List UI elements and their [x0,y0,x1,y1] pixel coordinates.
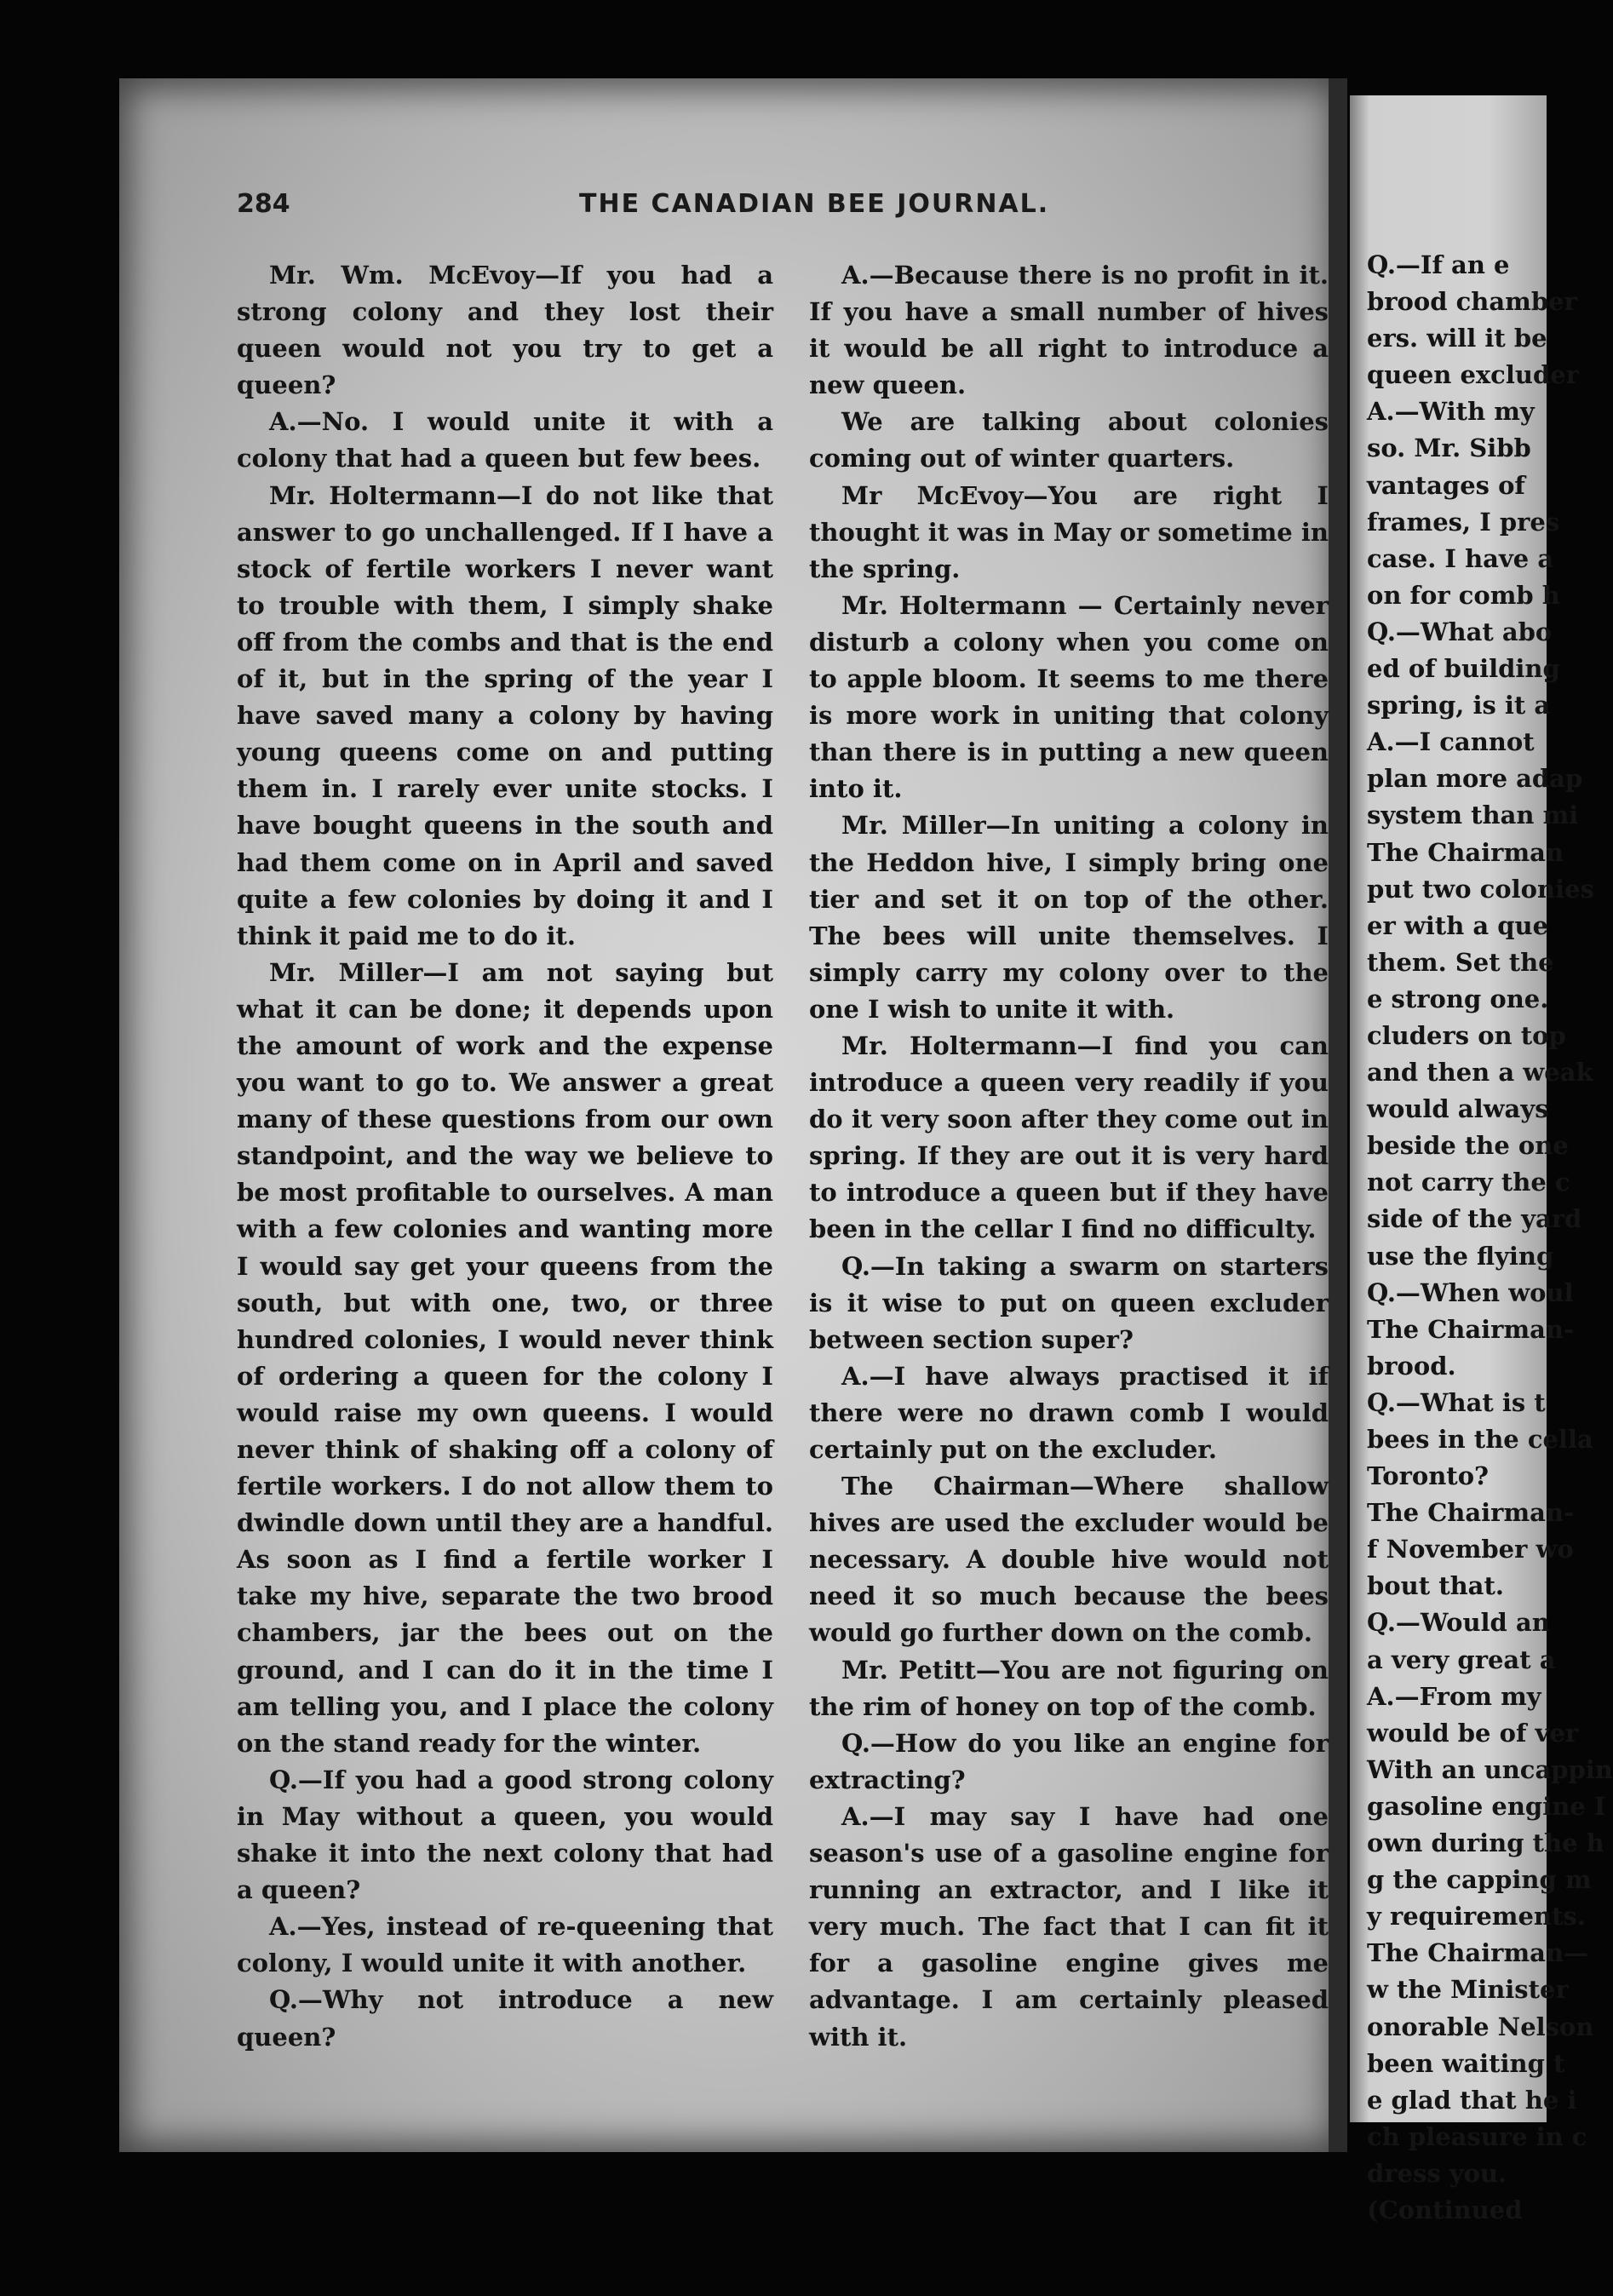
fragment-line: brood. [1367,1351,1456,1380]
paragraph: Mr. Miller—In uniting a colony in the Heddon hive, I simply bring one tier and set it on top of the other. The bees will unite themselves. I simply carry my colony over to the one I wish to unite it with. [809,811,1329,1024]
paragraph: Mr. Petitt—You are not figuring on the rim of honey on top of the comb. [809,1655,1329,1721]
fragment-line: y requirements. [1367,1902,1586,1932]
fragment-line: Q.—When woul [1367,1277,1574,1307]
fragment-line: and then a weak [1367,1058,1593,1088]
fragment-line: a very great a [1367,1645,1556,1674]
running-title: THE CANADIAN BEE JOURNAL. [579,189,1050,219]
paragraph: Mr. Holtermann — Certainly never disturb a colony when you come on to apple bloom. It seems to me there is more work in uniting that colony than there is in putting a new queen into it. [809,590,1329,804]
fragment-line: would always [1367,1094,1549,1124]
paragraph: Q.—How do you like an engine for extracting? [809,1728,1329,1794]
fragment-line: side of the yard [1367,1204,1582,1234]
fragment-line: queen excluder [1367,360,1579,390]
paragraph: The Chairman—Where shallow hives are used the excluder would be necessary. A double hive would not need it so much because the bees would go further down on the comb. [809,1472,1329,1648]
fragment-line: dress you. [1367,2158,1507,2188]
page-number: 284 [237,189,290,219]
paragraph: A.—I may say I have had one season's use of a gasoline engine for running an extractor, and I like it very much. The fact that I can fit it for a gasoline engine gives me advantage. I am certainly pleased with it. [809,1801,1329,2052]
fragment-line: Q.—What is t [1367,1387,1546,1417]
fragment-line: frames, I pres [1367,507,1560,537]
fragment-line: would be of ver [1367,1718,1579,1748]
fragment-line: The Chairman- [1367,1314,1575,1344]
paragraph: Mr. Wm. McEvoy—If you had a strong colony and they lost their queen would not you try to get a queen? [237,261,773,400]
paragraph: A.—No. I would unite it with a colony that had a queen but few bees. [237,407,773,474]
fragment-line: case. I have a [1367,543,1554,573]
right-column-fragment [1367,247,1613,2229]
fragment-line: ers. will it be [1367,324,1547,353]
fragment-line: been waiting t [1367,2048,1565,2078]
fragment-line: own during the h [1367,1828,1604,1858]
paragraph: A.—Because there is no profit in it. If you have a small number of hives it would be all right to introduce a new queen. [809,261,1329,400]
fragment-line: e strong one. [1367,984,1549,1013]
fragment-line: onorable Nelson [1367,2012,1594,2041]
paragraph: Mr McEvoy—You are right I thought it was in May or sometime in the spring. [809,480,1329,583]
fragment-line: bees in the cella [1367,1425,1593,1454]
fragment-line: put two colonies [1367,874,1594,904]
fragment-line: so. Mr. Sibb [1367,433,1531,463]
fragment-line: The Chairman— [1367,1938,1589,1968]
fragment-line: e glad that he i [1367,2085,1577,2115]
fragment-line: A.—With my [1367,397,1535,427]
fragment-line: ed of building [1367,654,1560,684]
fragment-line: With an uncappin [1367,1754,1613,1784]
fragment-line: cluders on top [1367,1020,1566,1050]
fragment-line: on for comb h [1367,580,1560,610]
paragraph: We are talking about colonies coming out of winter quarters. [809,407,1329,474]
fragment-line: gasoline engine I [1367,1791,1606,1821]
fragment-line: vantages of [1367,470,1525,500]
fragment-line: A.—From my [1367,1681,1541,1711]
paragraph: Q.—In taking a swarm on starters is it wise to put on queen excluder between section super? [809,1251,1329,1354]
fragment-line: not carry the c [1367,1168,1570,1197]
fragment-line: f November wo [1367,1535,1574,1564]
fragment-line: Q.—What abo [1367,617,1553,646]
fragment-line: them. Set the [1367,947,1554,977]
paragraph: A.—Yes, instead of re-queening that colony, I would unite it with another. [237,1912,773,1978]
page-gutter [1329,78,1347,2152]
fragment-line: w the Minister [1367,1975,1569,2005]
fragment-line: spring, is it a [1367,691,1551,720]
fragment-line: beside the one [1367,1131,1569,1161]
paragraph: Q.—If you had a good strong colony in May without a queen, you would shake it into the next colony that had a queen? [237,1765,773,1905]
fragment-line: bout that. [1367,1571,1504,1601]
left-column [237,257,773,2056]
paragraph: Mr. Holtermann—I do not like that answer to go unchallenged. If I have a stock of fertile workers I never want to trouble with them, I simply shake off from the combs and that is the end of it, but in the spring of the year I have saved many a colony by having young queens come on and putting them in. I rarely ever unite stocks. I have bought queens in the south and had them come on in April and saved quite a few colonies by doing it and I think it paid me to do it. [237,480,773,950]
fragment-line: use the flying [1367,1241,1554,1271]
fragment-line: g the capping m [1367,1865,1592,1895]
fragment-line: ch pleasure in c [1367,2121,1587,2151]
paragraph: Mr. Miller—I am not saying but what it can be done; it depends upon the amount of work and the expense you want to go to. We answer a great many of these questions from our own standpoint, and the way we believe to be most profitable to ourselves. A man with a few colonies and wanting more I would say get your queens from the south, but with one, two, or three hundred colonies, I would never think of ordering a queen for the colony I would raise my own queens. I would never think of shaking off a colony of fertile workers. I do not allow them to dwindle down until they are a handful. As soon as I find a fertile worker I take my hive, separate the two brood chambers, jar the bees out on the ground, and I can do it in the time I am telling you, and I place the colony on the stand ready for the winter. [237,957,773,1758]
fragment-line: (Continued [1367,2195,1523,2224]
paragraph: A.—I have always practised it if there were no drawn comb I would certainly put on the excluder. [809,1361,1329,1464]
fragment-line: Toronto? [1367,1461,1490,1491]
middle-column [809,257,1329,2056]
fragment-line: Q.—Would an [1367,1608,1550,1638]
page-header [119,189,1329,232]
fragment-line: er with a que [1367,910,1549,940]
paragraph: Mr. Holtermann—I find you can introduce a queen very readily if you do it very soon after they come out in spring. If they are out it is very hard to introduce a queen but if they have been in the cellar I find no difficulty. [809,1030,1329,1244]
paragraph: Q.—Why not introduce a new queen? [237,1985,773,2052]
fragment-line: brood chamber [1367,287,1577,317]
fragment-line: system than mi [1367,801,1579,830]
fragment-line: Q.—If an e [1367,250,1510,279]
fragment-line: The Chairman- [1367,1498,1575,1528]
fragment-line: The Chairman [1367,837,1564,867]
fragment-line: plan more adap [1367,764,1583,794]
fragment-line: A.—I cannot [1367,727,1535,757]
